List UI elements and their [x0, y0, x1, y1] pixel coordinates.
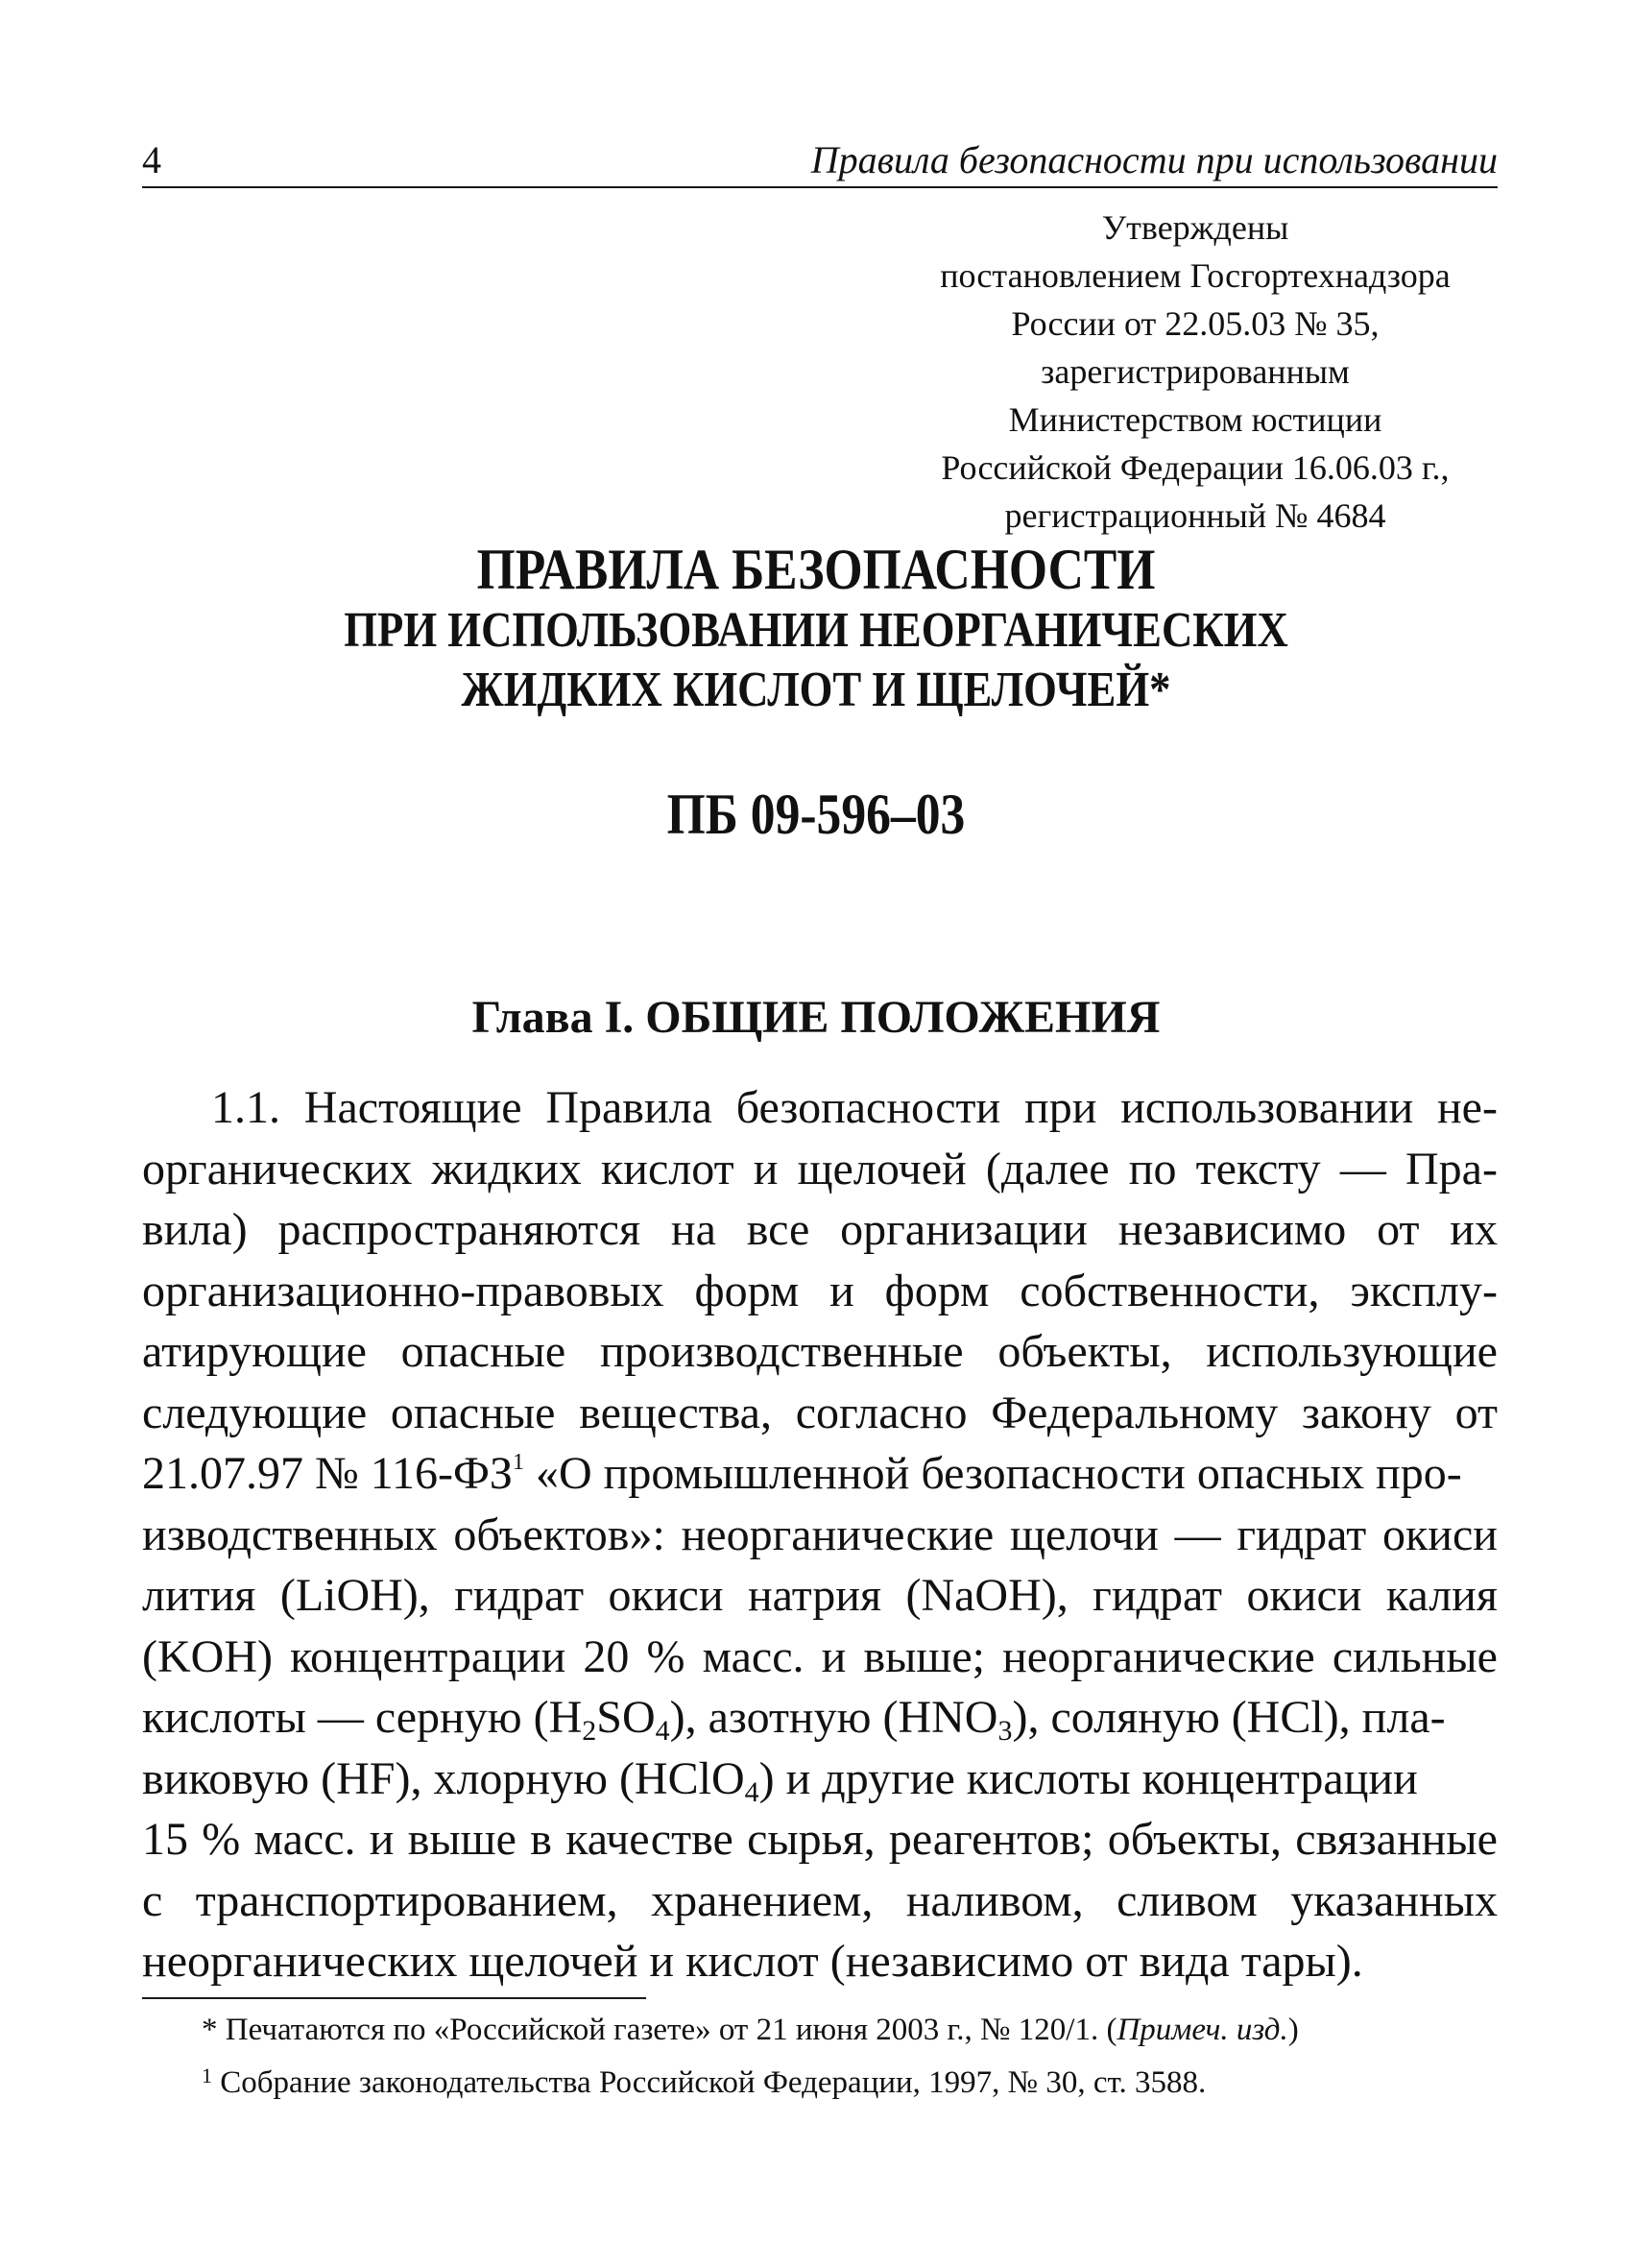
- word: —: [1174, 1508, 1221, 1560]
- word: хранением,: [651, 1874, 874, 1926]
- word: масс.: [702, 1630, 804, 1682]
- word: и: [753, 1143, 779, 1194]
- title-line-3: ЖИДКИХ КИСЛОТ И ЩЕЛОЧЕЙ*: [461, 663, 1171, 717]
- word: щелочи: [1009, 1508, 1159, 1560]
- word: %: [202, 1814, 241, 1865]
- title-line-1: ПРАВИЛА БЕЗОПАСНОСТИ: [476, 538, 1156, 601]
- word: жидких: [431, 1143, 582, 1194]
- word: эксплу-: [1350, 1265, 1498, 1316]
- word: не-: [1436, 1082, 1498, 1133]
- subscript: 2: [582, 1715, 597, 1747]
- footnote-1: [202, 2053, 1517, 2106]
- word: 1.1.: [211, 1082, 280, 1133]
- word: производственные: [599, 1326, 964, 1377]
- word: неорганические: [681, 1508, 995, 1560]
- footnote-text: Печатаются по «Российской газете» от 21 июня 2003 г., № 120/1. (: [217, 2013, 1117, 2047]
- word: натрия: [747, 1570, 882, 1621]
- word: безопасности: [735, 1082, 1001, 1133]
- subscript: 4: [744, 1775, 759, 1808]
- text-line: [142, 1870, 1498, 1932]
- text-line: [142, 1809, 1498, 1870]
- word: выше;: [863, 1630, 985, 1682]
- word: согласно: [795, 1387, 968, 1438]
- law-reference: 21.07.97 № 116-ФЗ: [142, 1448, 513, 1499]
- word: организационно-правовых: [142, 1265, 664, 1316]
- word: все: [746, 1204, 810, 1255]
- word: масс.: [253, 1814, 356, 1865]
- word: Настоящие: [303, 1082, 522, 1133]
- word: на: [670, 1204, 716, 1255]
- word: Правила: [545, 1082, 712, 1133]
- approval-line: Министерством юстиции: [1008, 400, 1382, 439]
- word: по: [1128, 1143, 1177, 1194]
- text-fragment: виковую (HF), хлорную (HClO: [142, 1752, 745, 1804]
- word: концентрации: [290, 1630, 566, 1682]
- word: вещества,: [579, 1387, 772, 1438]
- running-title: Правила безопасности при использовании: [810, 138, 1498, 181]
- text-fragment: ) и другие кислоты концентрации: [758, 1752, 1418, 1804]
- word: объекты,: [1107, 1814, 1283, 1865]
- word: (KOH): [142, 1630, 273, 1682]
- text-line: неорганических щелочей и кислот (независимо от вида тары).: [142, 1936, 1363, 1987]
- title-line-2: ПРИ ИСПОЛЬЗОВАНИИ НЕОРГАНИЧЕСКИХ: [344, 603, 1288, 658]
- word: окиси: [1246, 1570, 1362, 1621]
- word: наливом,: [905, 1874, 1084, 1926]
- approval-block: [869, 204, 1522, 540]
- word: гидрат: [1237, 1508, 1367, 1560]
- word: опасные: [390, 1387, 556, 1438]
- word: Федеральному: [991, 1387, 1279, 1438]
- text-line: [142, 1077, 1498, 1139]
- text-line: [142, 1687, 1498, 1749]
- word: опасные: [400, 1326, 566, 1377]
- text-line: [142, 1505, 1498, 1566]
- page-header: [142, 133, 1498, 188]
- page-number: 4: [142, 138, 161, 181]
- word: выше: [407, 1814, 516, 1865]
- footnote-text: Собрание законодательства Российской Федерации, 1997, № 30, ст. 3588.: [212, 2065, 1207, 2100]
- paragraph-1-1: [142, 1077, 1498, 1992]
- word: объектов»:: [453, 1508, 665, 1560]
- word: и: [821, 1630, 847, 1682]
- word: от: [1377, 1204, 1420, 1255]
- approval-line: Российской Федерации 16.06.03 г.,: [941, 448, 1450, 487]
- word: гидрат: [454, 1570, 585, 1621]
- word: калия: [1385, 1570, 1498, 1621]
- word: связанные: [1295, 1814, 1498, 1865]
- document-code: ПБ 09-596–03: [666, 783, 966, 846]
- word: форм: [694, 1265, 800, 1316]
- word: и: [369, 1814, 395, 1865]
- word: сливом: [1117, 1874, 1258, 1926]
- word: от: [1454, 1387, 1498, 1438]
- word: гидрат: [1093, 1570, 1222, 1621]
- word: независимо: [1117, 1204, 1347, 1255]
- word: неорганические: [1002, 1630, 1315, 1682]
- text-line: [142, 1321, 1498, 1383]
- word: организации: [840, 1204, 1088, 1255]
- word: следующие: [142, 1387, 368, 1438]
- publisher-note: Примеч. изд.: [1117, 2013, 1288, 2047]
- text-fragment: ), соляную (HCl), пла-: [1012, 1692, 1446, 1743]
- word: кислот: [600, 1143, 734, 1194]
- document-title: [238, 538, 1394, 720]
- footnote-text: ): [1287, 2013, 1299, 2047]
- word: реагентов;: [888, 1814, 1094, 1865]
- footnote-divider: [142, 1997, 646, 1999]
- word: форм: [884, 1265, 990, 1316]
- footnote-ref: 1: [512, 1450, 524, 1475]
- word: (далее: [985, 1143, 1110, 1194]
- word: объекты,: [997, 1326, 1172, 1377]
- word: %: [646, 1630, 685, 1682]
- word: органических: [142, 1143, 413, 1194]
- word: при: [1024, 1082, 1097, 1133]
- word: 15: [142, 1814, 188, 1865]
- text-line: [142, 1199, 1498, 1261]
- word: транспортированием,: [195, 1874, 618, 1926]
- text-fragment: «О промышленной безопасности опасных про-: [523, 1448, 1462, 1499]
- word: окиси: [1381, 1508, 1498, 1560]
- approval-line: постановлением Госгортехнадзора: [940, 256, 1451, 295]
- text-fragment: кислоты — серную (H: [142, 1692, 583, 1743]
- footnote-mark: 1: [202, 2063, 212, 2087]
- text-line: [142, 1565, 1498, 1627]
- word: (LiOH),: [279, 1570, 430, 1621]
- subscript: 4: [655, 1715, 670, 1747]
- text-line: [142, 1139, 1498, 1200]
- word: окиси: [608, 1570, 724, 1621]
- approval-line: зарегистрированным: [1041, 352, 1350, 391]
- text-fragment: ), азотную (HNO: [669, 1692, 998, 1743]
- word: лития: [142, 1570, 256, 1621]
- word: изводственных: [142, 1508, 438, 1560]
- footnote-asterisk: [202, 2007, 1517, 2053]
- text-line: [142, 1749, 1498, 1810]
- word: указанных: [1290, 1874, 1498, 1926]
- text-line: [142, 1443, 1498, 1505]
- word: с: [142, 1874, 163, 1926]
- subscript: 3: [997, 1715, 1013, 1747]
- text-line: [142, 1383, 1498, 1444]
- word: в: [530, 1814, 552, 1865]
- word: распространяются: [277, 1204, 641, 1255]
- word: Пра-: [1405, 1143, 1498, 1194]
- word: и: [829, 1265, 854, 1316]
- approval-line: России от 22.05.03 № 35,: [1011, 304, 1380, 343]
- approval-line: Утверждены: [1101, 208, 1289, 247]
- text-line: [142, 1627, 1498, 1688]
- approval-line: регистрационный № 4684: [1004, 496, 1386, 535]
- word: собственности,: [1020, 1265, 1320, 1316]
- word: щелочей: [797, 1143, 967, 1194]
- footnotes: [202, 2007, 1517, 2106]
- text-line: [142, 1261, 1498, 1322]
- word: (NaOH),: [905, 1570, 1069, 1621]
- word: использовании: [1120, 1082, 1414, 1133]
- word: сильные: [1332, 1630, 1498, 1682]
- word: качестве: [565, 1814, 733, 1865]
- word: вила): [142, 1204, 248, 1255]
- word: тексту: [1195, 1143, 1321, 1194]
- word: —: [1339, 1143, 1386, 1194]
- word: их: [1450, 1204, 1498, 1255]
- footnote-mark: *: [202, 2013, 218, 2047]
- word: использующие: [1206, 1326, 1498, 1377]
- word: атирующие: [142, 1326, 367, 1377]
- word: сырья,: [747, 1814, 876, 1865]
- word: закону: [1302, 1387, 1431, 1438]
- word: 20: [583, 1630, 630, 1682]
- chapter-heading: Глава I. ОБЩИЕ ПОЛОЖЕНИЯ: [471, 992, 1161, 1043]
- text-fragment: SO: [596, 1692, 656, 1743]
